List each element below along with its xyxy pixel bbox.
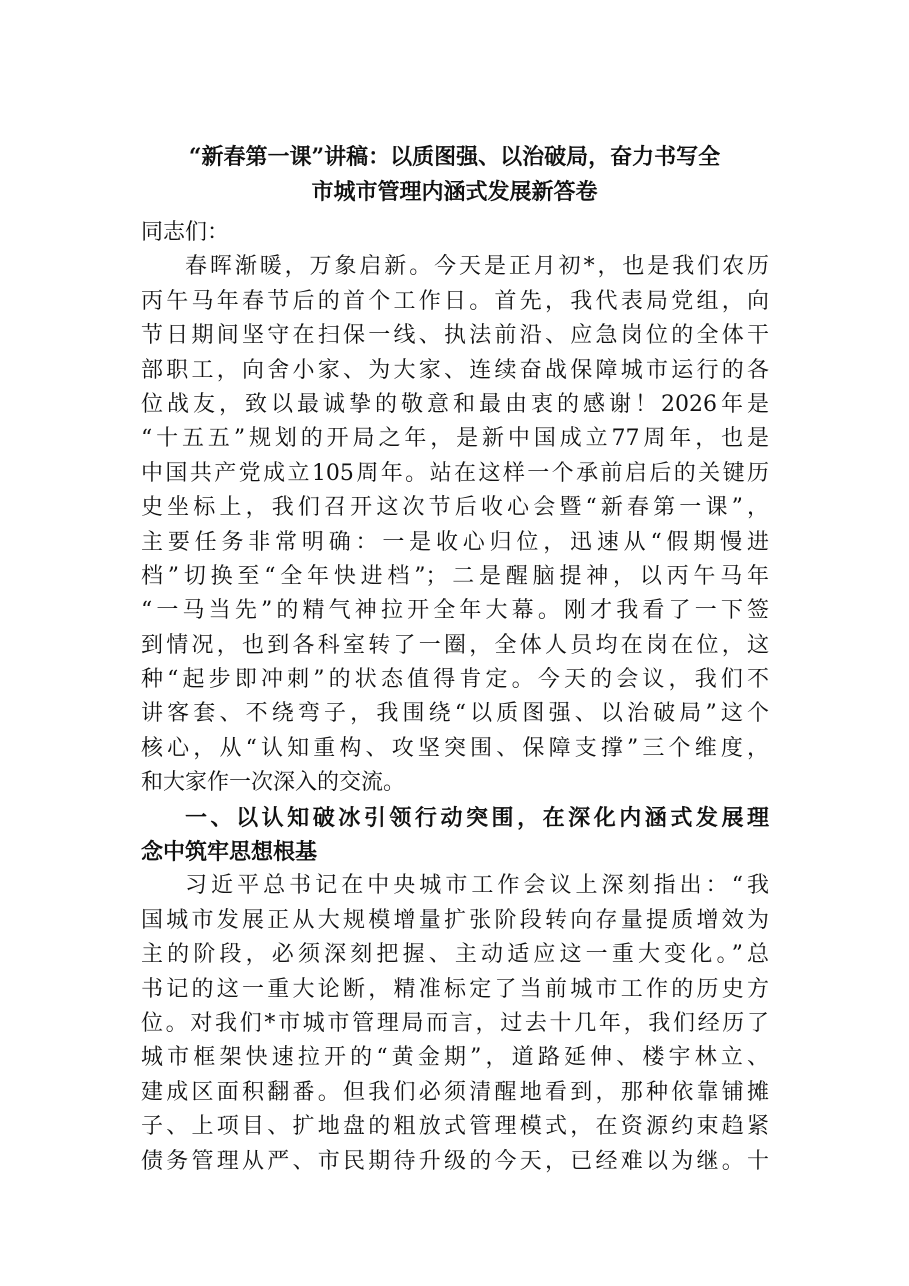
section-heading [141,801,769,870]
paragraph-line: 子、上项目、扩地盘的粗放式管理模式，在资源约束趋紧 [141,1114,769,1140]
paragraph-line: “一马当先”的精气神拉开全年大幕。刚才我看了一下签 [141,598,769,624]
paragraph-line: 国城市发展正从大规模增量扩张阶段转向存量提质增效为 [141,907,769,933]
paragraph-line: 种“起步即冲刺”的状态值得肯定。今天的会议，我们不 [141,667,769,693]
document-title [120,140,789,210]
paragraph-opening [141,250,769,800]
paragraph-line: 春晖渐暖，万象启新。今天是正月初*，也是我们农历 [185,254,769,280]
paragraph-line: 档”切换至“全年快进档”；二是醒脑提神，以丙午马年 [141,563,769,589]
paragraph-line: 书记的这一重大论断，精准标定了当前城市工作的历史方 [141,976,769,1002]
paragraph-section-one [141,869,769,1179]
paragraph-line: 讲客套、不绕弯子，我围绕“以质图强、以治破局”这个 [141,701,769,727]
paragraph-line: “十五五”规划的开局之年，是新中国成立77周年，也是 [141,426,769,452]
paragraph-line: 建成区面积翻番。但我们必须清醒地看到，那种依靠铺摊 [141,1079,769,1105]
paragraph-line: 史坐标上，我们召开这次节后收心会暨“新春第一课”， [141,495,769,521]
paragraph-line: 习近平总书记在中央城市工作会议上深刻指出：“我 [185,873,769,899]
paragraph-line: 部职工，向舍小家、为大家、连续奋战保障城市运行的各 [141,357,769,383]
paragraph-line: 核心，从“认知重构、攻坚突围、保障支撑”三个维度， [141,735,769,761]
heading-line: 一、以认知破冰引领行动突围，在深化内涵式发展理 [185,804,769,831]
paragraph-line: 债务管理从严、市民期待升级的今天，已经难以为继。十 [141,1148,769,1174]
document-body [141,216,769,1179]
salutation: 同志们： [141,220,230,245]
paragraph-line: 城市框架快速拉开的“黄金期”，道路延伸、楼宇林立、 [141,1045,769,1071]
paragraph-line: 主要任务非常明确：一是收心归位，迅速从“假期慢进 [141,529,769,555]
paragraph-line: 到情况，也到各科室转了一圈，全体人员均在岗在位，这 [141,632,769,658]
paragraph-line: 主的阶段，必须深刻把握、主动适应这一重大变化。”总 [141,942,769,968]
heading-line: 念中筑牢思想根基 [141,839,318,866]
paragraph-line: 丙午马年春节后的首个工作日。首先，我代表局党组，向 [141,288,769,314]
paragraph-line: 中国共产党成立105周年。站在这样一个承前启后的关键历 [141,460,769,486]
title-line: 市城市管理内涵式发展新答卷 [311,179,598,205]
paragraph-line: 节日期间坚守在扫保一线、执法前沿、应急岗位的全体干 [141,323,769,349]
paragraph-line: 位战友，致以最诚挚的敬意和最由衷的感谢！2026年是 [141,391,769,417]
paragraph-line: 位。对我们*市城市管理局而言，过去十几年，我们经历了 [141,1010,769,1036]
title-line: “新春第一课”讲稿：以质图强、以治破局，奋力书写全 [188,144,721,170]
paragraph-line: 和大家作一次深入的交流。 [141,770,406,796]
